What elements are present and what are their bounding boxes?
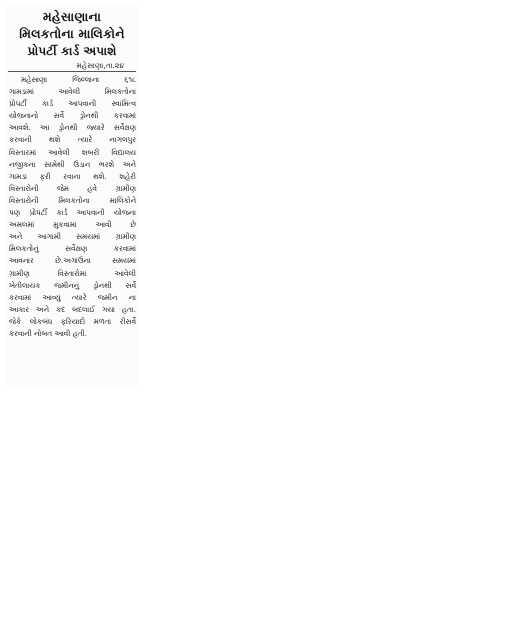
body-line: વિસ્તારોની જેમ હવે ગ્રામીણ [9, 183, 136, 193]
body-line: કરવાની થશે ત્યારે નાગલપુર [9, 135, 136, 145]
body-line: ગ્રામીણ વિસ્તારોમાં આવેલી [9, 268, 136, 278]
body-line: આવશે. આ ડ્રોનથી જ્યારે સર્વેક્ષણ [9, 123, 136, 133]
headline-line-1: મહેસાણાના [42, 9, 102, 24]
headline-line-2: મિલકતોના માલિકોને [19, 26, 125, 41]
body-line: કરવામાં આવ્યું ત્યારે જમીન ના [9, 292, 136, 302]
body-line: નજીકના સામેથી ઉડાન ભરશે અને [9, 159, 136, 169]
body-line: મહેસાણા જિલ્લાના ૬૧૮ [21, 75, 136, 84]
body-line: યોજનાનો સર્વે ડ્રોનથી કરવામાં [9, 111, 136, 121]
body-line: આકાર અને કદ બદલાઈ ગયા હતા. [9, 304, 136, 314]
body-line: કરવાની નોબત આવી હતી. [9, 328, 88, 338]
body-line: આવનાર છે.અગાઉના સમયમાં [9, 256, 136, 266]
body-line: અમલમાં મુકવામાં આવી છે [9, 220, 136, 230]
body-line: વિસ્તારોની મિલકતોના માલિકોને [9, 195, 136, 205]
dateline: મહેસાણા,તા.૨૪ [76, 61, 124, 70]
body-line: અને આગામી સમયમાં ગ્રામીણ [9, 232, 136, 242]
article-body [6, 74, 138, 340]
body-line: ખેતીલાયક જમીનનું ડ્રોનથી સર્વે [9, 280, 136, 290]
body-line: પણ પ્રોપર્ટી કાર્ડ આપવાની યોજના [9, 208, 136, 218]
divider [8, 71, 136, 72]
body-line: પ્રોપર્ટી કાર્ડ આપવાની સ્વામિત્વ [9, 99, 136, 109]
body-line: ગામડામાં આવેલી મિલકતોના [9, 87, 136, 97]
body-line: ગામડા ફરી રવાના થશે. શહેરી [9, 171, 136, 181]
body-line: જેકે લોકબંધ ફરિયાદો મળતા રીસર્વે [9, 316, 136, 326]
body-line: વિસ્તારમાં આવેલી શબરી વિદ્યાલય [9, 147, 136, 157]
body-line: મિલકતોનું સર્વેક્ષણ કરવામાં [9, 244, 136, 254]
newspaper-clipping [6, 4, 138, 386]
headline-line-3: પ્રોપર્ટી કાર્ડ અપાશે [27, 44, 117, 58]
